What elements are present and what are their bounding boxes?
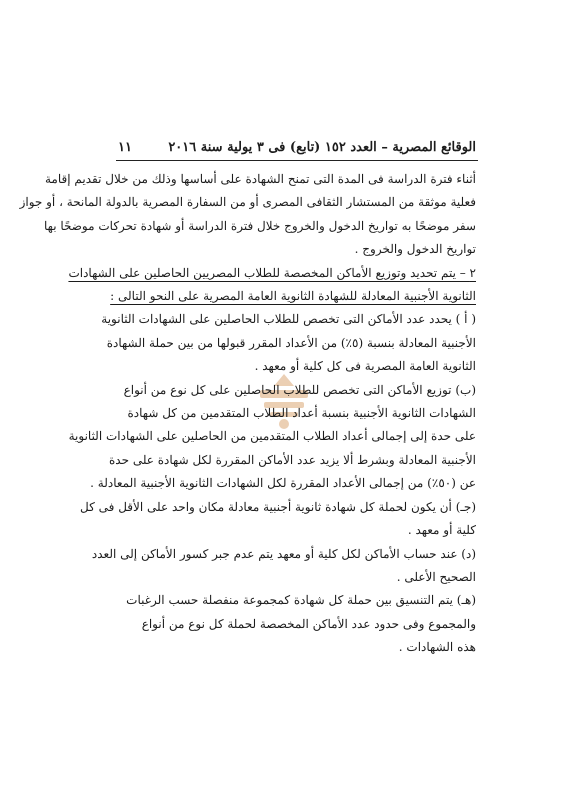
paragraph-line: تواريخ الدخول والخروج . [354, 242, 476, 257]
clause-b-line: على حدة إلى إجمالى أعداد الطلاب المتقدمين من الحاصلين على الشهادات الثانوية [68, 429, 476, 444]
clause-e-line: هذه الشهادات . [398, 640, 476, 655]
clause-e-line: والمجموع وفى حدود عدد الأماكن المخصصة لحملة كل نوع من أنواع [141, 616, 476, 631]
clause-a-line: ( أ ) يحدد عدد الأماكن التى تخصص للطلاب الحاصلين على الشهادات الثانوية [101, 312, 476, 327]
clause-e-line: (هـ) يتم التنسيق بين حملة كل شهادة كمجموعة منفصلة حسب الرغبات [126, 593, 476, 608]
clause-a-line: الأجنبية المعادلة بنسبة (٥٪) من الأعداد المقرر قبولها من بين حملة الشهادة [106, 335, 476, 350]
page-header [118, 140, 476, 155]
section-heading-line: الثانوية الأجنبية المعادلة للشهادة الثانوية العامة المصرية على النحو التالى : [110, 289, 476, 304]
clause-b-line: (ب) توزيع الأماكن التى تخصص للطلاب الحاصلين على كل نوع من أنواع [123, 382, 476, 397]
clause-c-line: (جـ) أن يكون لحملة كل شهادة ثانوية أجنبية معادلة مكان واحد على الأقل فى كل [80, 499, 476, 514]
clause-d-line: (د) عند حساب الأماكن لكل كلية أو معهد يتم عدم جبر كسور الأماكن إلى العدد [91, 546, 476, 561]
clause-b-line: عن (٥٠٪) من إجمالى الأعداد المقررة لكل الشهادات الثانوية الأجنبية المعادلة . [90, 476, 476, 491]
clause-c-line: كلية أو معهد . [407, 523, 476, 538]
clause-b-line: الأجنبية المعادلة وبشرط ألا يزيد عدد الأماكن المقررة لكل شهادة على حدة [109, 452, 476, 467]
section-heading-line: ٢ – يتم تحديد وتوزيع الأماكن المخصصة للطلاب المصريين الحاصلين على الشهادات [68, 265, 476, 280]
paragraph-line: أثناء فترة الدراسة فى المدة التى تمنح الشهادة على أساسها وذلك من خلال تقديم إقامة [44, 172, 476, 186]
header-divider [116, 160, 478, 161]
document-body [19, 168, 476, 660]
clause-b-line: الشهادات الثانوية الأجنبية بنسبة أعداد الطلاب المتقدمين من كل شهادة [127, 406, 476, 421]
clause-a-line: الثانوية العامة المصرية فى كل كلية أو معهد . [254, 359, 476, 374]
header-title: الوقائع المصرية – العدد ١٥٢ (تابع) فى ٣ يولية سنة ٢٠١٦ [168, 140, 476, 155]
paragraph-line: فعلية موثقة من المستشار الثقافى المصرى أو من السفارة المصرية بالدولة المانحة ، أو جواز [19, 195, 476, 210]
paragraph-line: سفر موضحًا به تواريخ الدخول والخروج خلال فترة الدراسة أو شهادة تحركات موضحًا بها [44, 218, 476, 233]
clause-d-line: الصحيح الأعلى . [396, 569, 476, 584]
page-number: ١١ [118, 140, 132, 155]
